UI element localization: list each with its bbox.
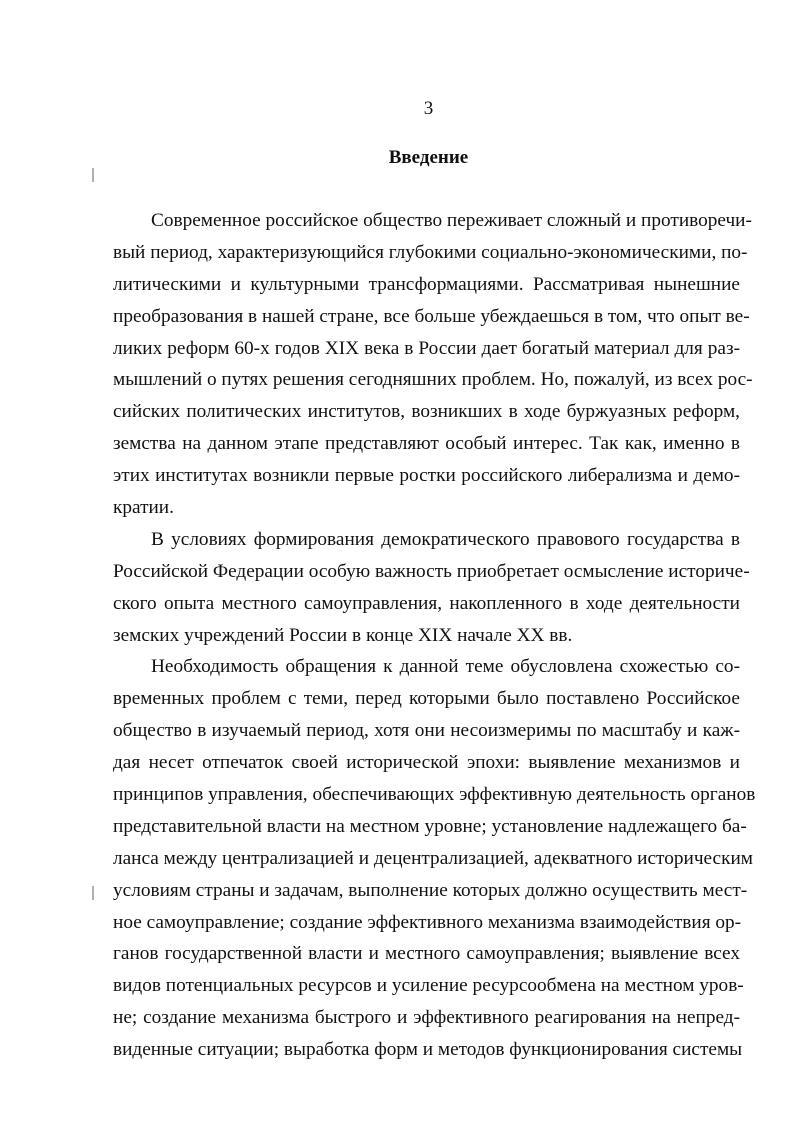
text-line: виденные ситуации; выработка форм и методов функционирования системы [113, 1039, 743, 1061]
text-line: принципов управления, обеспечивающих эффективную деятельность органов [113, 784, 756, 806]
text-line: Необходимость обращения к данной теме обусловлена схожестью со- [151, 656, 740, 678]
text-line: общество в изучаемый период, хотя они несоизмеримы по масштабу и каж- [113, 720, 740, 742]
page-number: 3 [423, 98, 434, 119]
text-line: представительной власти на местном уровне; установление надлежащего ба- [113, 815, 747, 837]
body-text [113, 205, 756, 1066]
text-line: кратии. [113, 497, 174, 519]
text-line: ликих реформ 60-х годов XIX века в России дает богатый материал для раз- [113, 337, 740, 359]
text-line: временных проблем с теми, перед которыми было поставлено Российское [113, 688, 740, 710]
text-line: земских учреждений России в конце XIX начале XX вв. [113, 624, 573, 646]
text-line: Российской Федерации особую важность приобретает осмысление историче- [113, 560, 750, 582]
text-line: ского опыта местного самоуправления, накопленного в ходе деятельности [113, 592, 740, 614]
text-line: сийских политических институтов, возникших в ходе буржуазных реформ, [113, 401, 740, 423]
text-line: вый период, характеризующийся глубокими социально-экономическими, по- [113, 241, 748, 263]
scan-margin-mark [92, 886, 94, 900]
text-line: видов потенциальных ресурсов и усиление ресурсообмена на местном уров- [113, 975, 744, 997]
text-line: литическими и культурными трансформациями. Рассматривая нынешние [113, 273, 740, 295]
text-line: условиям страны и задачам, выполнение которых должно осуществить мест- [113, 879, 748, 901]
text-line: Современное российское общество переживает сложный и противоречи- [151, 210, 752, 231]
text-line: этих институтах возникли первые ростки российского либерализма и демо- [113, 465, 740, 487]
text-line: мышлений о путях решения сегодняшних проблем. Но, пожалуй, из всех рос- [113, 369, 753, 391]
text-line: ное самоуправление; создание эффективного механизма взаимодействия ор- [113, 911, 742, 933]
text-line: преобразования в нашей стране, все больше убеждаешься в том, что опыт ве- [113, 305, 750, 327]
text-line: дая несет отпечаток своей исторической эпохи: выявление механизмов и [113, 752, 740, 774]
section-heading: Введение [388, 147, 469, 168]
scan-margin-mark [92, 168, 94, 182]
text-line: ланса между централизацией и децентрализацией, адекватного историческим [113, 847, 754, 869]
text-line: ганов государственной власти и местного самоуправления; выявление всех [113, 943, 740, 965]
text-line: не; создание механизма быстрого и эффективного реагирования на непред- [113, 1007, 740, 1029]
text-line: В условиях формирования демократического правового государства в [151, 528, 740, 550]
text-line: земства на данном этапе представляют особый интерес. Так как, именно в [113, 433, 740, 455]
